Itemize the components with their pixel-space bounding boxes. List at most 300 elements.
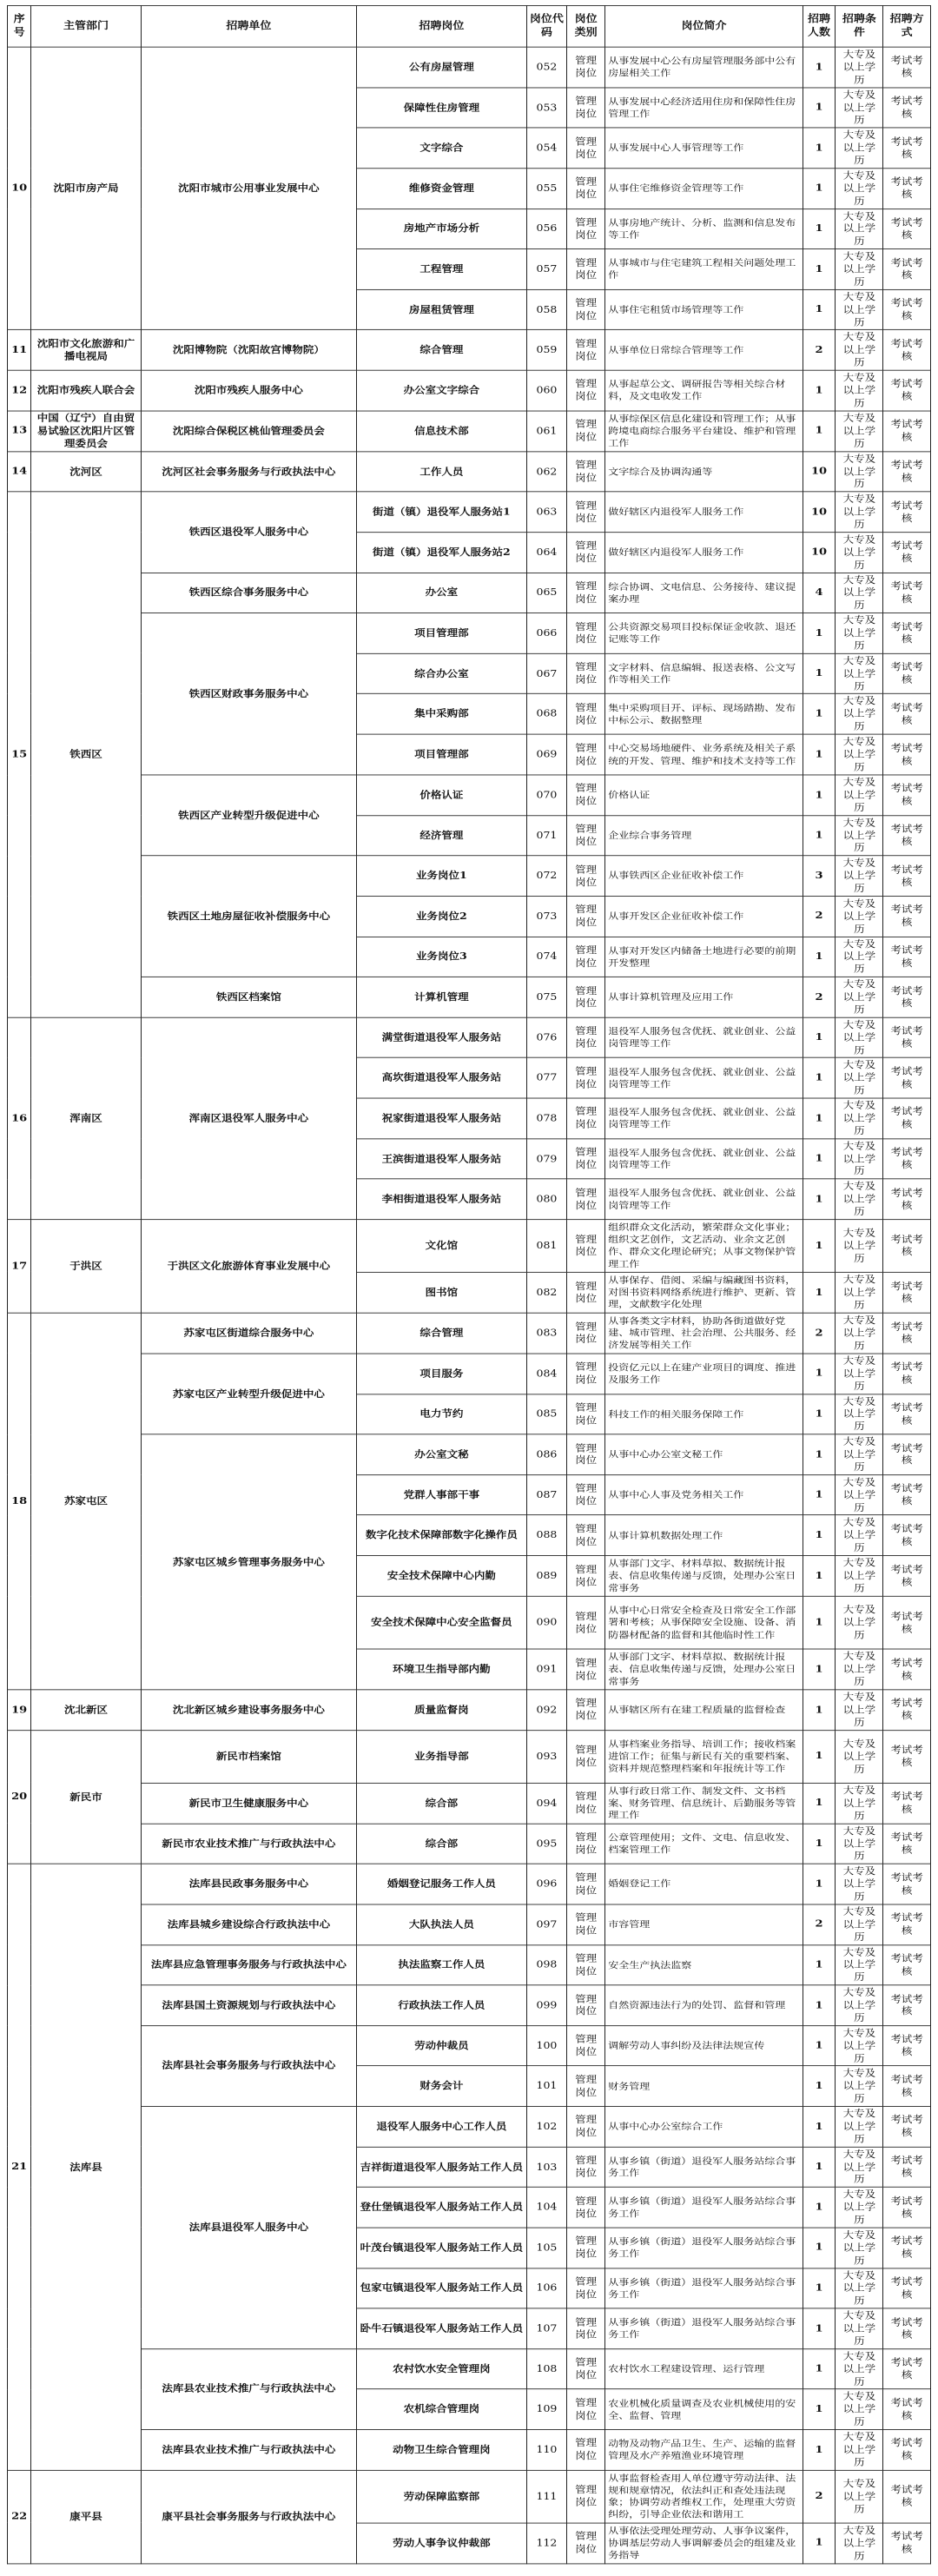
- dept-cell: 法库县: [31, 1864, 141, 2470]
- dept-cell: 沈阳市残疾人联合会: [31, 370, 141, 411]
- method-cell: 考试考核: [883, 533, 931, 573]
- code-cell: 091: [526, 1649, 566, 1690]
- table-row: [8, 2106, 931, 2147]
- code-cell: 065: [526, 573, 566, 613]
- type-cell: 管理岗位: [567, 1272, 605, 1313]
- conditions-cell: 大专及以上学历: [836, 1017, 883, 1058]
- conditions-cell: 大专及以上学历: [836, 1596, 883, 1649]
- type-cell: 管理岗位: [567, 1596, 605, 1649]
- method-cell: 考试考核: [883, 2308, 931, 2349]
- seq-cell: 21: [8, 1864, 31, 2470]
- code-cell: 062: [526, 452, 566, 493]
- conditions-cell: 大专及以上学历: [836, 573, 883, 613]
- method-cell: 考试考核: [883, 1354, 931, 1394]
- method-cell: 考试考核: [883, 249, 931, 290]
- header-method: 招聘方式: [883, 5, 931, 47]
- conditions-cell: 大专及以上学历: [836, 1220, 883, 1273]
- type-cell: 管理岗位: [567, 734, 605, 775]
- count-cell: 1: [803, 1394, 836, 1434]
- method-cell: 考试考核: [883, 1058, 931, 1099]
- conditions-cell: 大专及以上学历: [836, 1313, 883, 1354]
- type-cell: 管理岗位: [567, 169, 605, 209]
- conditions-cell: 大专及以上学历: [836, 1824, 883, 1864]
- type-cell: 管理岗位: [567, 1394, 605, 1434]
- conditions-cell: 大专及以上学历: [836, 977, 883, 1017]
- method-cell: 考试考核: [883, 613, 931, 654]
- description-cell: 做好辖区内退役军人服务工作: [605, 533, 803, 573]
- code-cell: 076: [526, 1017, 566, 1058]
- unit-cell: 沈阳博物院（沈阳故宫博物院）: [141, 330, 356, 371]
- unit-cell: 康平县社会事务服务与行政执法中心: [141, 2470, 356, 2564]
- conditions-cell: 大专及以上学历: [836, 1555, 883, 1596]
- type-cell: 管理岗位: [567, 977, 605, 1017]
- position-cell: 劳动保障监察部: [357, 2470, 527, 2523]
- header-conditions: 招聘条件: [836, 5, 883, 47]
- position-cell: 项目管理部: [357, 734, 527, 775]
- count-cell: 2: [803, 1313, 836, 1354]
- type-cell: 管理岗位: [567, 2389, 605, 2430]
- code-cell: 081: [526, 1220, 566, 1273]
- unit-cell: 铁西区土地房屋征收补偿服务中心: [141, 856, 356, 977]
- code-cell: 055: [526, 169, 566, 209]
- code-cell: 108: [526, 2349, 566, 2390]
- description-cell: 调解劳动人事纠纷及法律法规宣传: [605, 2025, 803, 2066]
- seq-cell: 12: [8, 370, 31, 411]
- code-cell: 079: [526, 1139, 566, 1180]
- unit-cell: 于洪区文化旅游体育事业发展中心: [141, 1220, 356, 1314]
- description-cell: 从事各类文字材料，协助各街道做好党建、城市管理、社会治理、公共服务、经济发展等相关工作: [605, 1313, 803, 1354]
- seq-cell: 17: [8, 1220, 31, 1314]
- position-cell: 计算机管理: [357, 977, 527, 1017]
- unit-cell: 铁西区综合事务服务中心: [141, 573, 356, 613]
- code-cell: 109: [526, 2389, 566, 2430]
- code-cell: 107: [526, 2308, 566, 2349]
- description-cell: 动物及动物产品卫生、生产、运输的监督管理及水产养殖渔业环境管理: [605, 2430, 803, 2471]
- table-row: [8, 2430, 931, 2471]
- method-cell: 考试考核: [883, 2025, 931, 2066]
- conditions-cell: 大专及以上学历: [836, 1515, 883, 1556]
- unit-cell: 铁西区产业转型升级促进中心: [141, 775, 356, 856]
- position-cell: 街道（镇）退役军人服务站1: [357, 492, 527, 533]
- code-cell: 075: [526, 977, 566, 1017]
- count-cell: 1: [803, 653, 836, 694]
- position-cell: 动物卫生综合管理岗: [357, 2430, 527, 2471]
- conditions-cell: 大专及以上学历: [836, 2187, 883, 2228]
- position-cell: 大队执法人员: [357, 1904, 527, 1945]
- position-cell: 街道（镇）退役军人服务站2: [357, 533, 527, 573]
- table-row: [8, 856, 931, 897]
- conditions-cell: 大专及以上学历: [836, 694, 883, 735]
- table-row: [8, 1783, 931, 1824]
- count-cell: 1: [803, 1272, 836, 1313]
- count-cell: 10: [803, 533, 836, 573]
- description-cell: 组织群众文化活动，繁荣群众文化事业；组织文艺创作，文艺活动、业余文艺创作、群众文化理论研究；从事文物保护管理工作: [605, 1220, 803, 1273]
- type-cell: 管理岗位: [567, 896, 605, 937]
- unit-cell: 苏家屯区街道综合服务中心: [141, 1313, 356, 1354]
- code-cell: 085: [526, 1394, 566, 1434]
- conditions-cell: 大专及以上学历: [836, 2066, 883, 2107]
- conditions-cell: 大专及以上学历: [836, 1783, 883, 1824]
- position-cell: 劳动仲裁员: [357, 2025, 527, 2066]
- description-cell: 从事中心人事及党务相关工作: [605, 1474, 803, 1515]
- code-cell: 088: [526, 1515, 566, 1556]
- type-cell: 管理岗位: [567, 1220, 605, 1273]
- header-description: 岗位简介: [605, 5, 803, 47]
- code-cell: 070: [526, 775, 566, 816]
- dept-cell: 沈阳市房产局: [31, 47, 141, 330]
- table-row: [8, 1434, 931, 1475]
- description-cell: 退役军人服务包含优抚、就业创业、公益岗管理等工作: [605, 1058, 803, 1099]
- method-cell: 考试考核: [883, 1474, 931, 1515]
- description-cell: 从事部门文字、材料草拟、数据统计报表、信息收集传递与反馈，处理办公室日常事务: [605, 1649, 803, 1690]
- method-cell: 考试考核: [883, 1272, 931, 1313]
- method-cell: 考试考核: [883, 1017, 931, 1058]
- position-cell: 公有房屋管理: [357, 47, 527, 88]
- position-cell: 李相街道退役军人服务站: [357, 1179, 527, 1220]
- count-cell: 1: [803, 2025, 836, 2066]
- method-cell: 考试考核: [883, 2147, 931, 2188]
- seq-cell: 22: [8, 2470, 31, 2564]
- description-cell: 从事计算机管理及应用工作: [605, 977, 803, 1017]
- position-cell: 图书馆: [357, 1272, 527, 1313]
- type-cell: 管理岗位: [567, 1474, 605, 1515]
- seq-cell: 14: [8, 452, 31, 493]
- count-cell: 1: [803, 1474, 836, 1515]
- description-cell: 财务管理: [605, 2066, 803, 2107]
- position-cell: 王滨街道退役军人服务站: [357, 1139, 527, 1180]
- count-cell: 1: [803, 1098, 836, 1139]
- conditions-cell: 大专及以上学历: [836, 1058, 883, 1099]
- position-cell: 电力节约: [357, 1394, 527, 1434]
- unit-cell: 铁西区财政事务服务中心: [141, 613, 356, 775]
- position-cell: 办公室文秘: [357, 1434, 527, 1475]
- description-cell: 从事对开发区内储备土地进行必要的前期开发整理: [605, 937, 803, 977]
- type-cell: 管理岗位: [567, 492, 605, 533]
- position-cell: 环境卫生指导部内勤: [357, 1649, 527, 1690]
- type-cell: 管理岗位: [567, 1649, 605, 1690]
- unit-cell: 法库县退役军人服务中心: [141, 2106, 356, 2348]
- description-cell: 从事乡镇（街道）退役军人服务站综合事务工作: [605, 2228, 803, 2268]
- conditions-cell: 大专及以上学历: [836, 613, 883, 654]
- table-row: [8, 452, 931, 493]
- code-cell: 096: [526, 1864, 566, 1904]
- code-cell: 068: [526, 694, 566, 735]
- description-cell: 从事监督检查用人单位遵守劳动法律、法规和规章情况，依法纠正和查处违法现象；协调劳动者维权工作，处理重大劳资纠纷，引导企业依法和谐用工: [605, 2470, 803, 2523]
- method-cell: 考试考核: [883, 2066, 931, 2107]
- description-cell: 退役军人服务包含优抚、就业创业、公益岗管理等工作: [605, 1098, 803, 1139]
- method-cell: 考试考核: [883, 169, 931, 209]
- count-cell: 1: [803, 775, 836, 816]
- position-cell: 项目服务: [357, 1354, 527, 1394]
- conditions-cell: 大专及以上学历: [836, 815, 883, 856]
- method-cell: 考试考核: [883, 815, 931, 856]
- type-cell: 管理岗位: [567, 1058, 605, 1099]
- description-cell: 从事辖区所有在建工程质量的监督检查: [605, 1690, 803, 1731]
- position-cell: 房屋租赁管理: [357, 289, 527, 330]
- description-cell: 从事单位日常综合管理等工作: [605, 330, 803, 371]
- method-cell: 考试考核: [883, 1098, 931, 1139]
- description-cell: 集中采购项目开、评标、现场踏勘、发布中标公示、数据整理: [605, 694, 803, 735]
- type-cell: 管理岗位: [567, 370, 605, 411]
- code-cell: 059: [526, 330, 566, 371]
- type-cell: 管理岗位: [567, 1690, 605, 1731]
- description-cell: 公章管理使用；文件、文电、信息收发、档案管理工作: [605, 1824, 803, 1864]
- method-cell: 考试考核: [883, 47, 931, 88]
- position-cell: 农机综合管理岗: [357, 2389, 527, 2430]
- conditions-cell: 大专及以上学历: [836, 1944, 883, 1985]
- conditions-cell: 大专及以上学历: [836, 411, 883, 452]
- count-cell: 1: [803, 289, 836, 330]
- type-cell: 管理岗位: [567, 1434, 605, 1475]
- conditions-cell: 大专及以上学历: [836, 1098, 883, 1139]
- method-cell: 考试考核: [883, 1313, 931, 1354]
- count-cell: 2: [803, 977, 836, 1017]
- type-cell: 管理岗位: [567, 1824, 605, 1864]
- description-cell: 文字综合及协调沟通等: [605, 452, 803, 493]
- description-cell: 从事住宅维修资金管理等工作: [605, 169, 803, 209]
- method-cell: 考试考核: [883, 694, 931, 735]
- header-type: 岗位类别: [567, 5, 605, 47]
- conditions-cell: 大专及以上学历: [836, 370, 883, 411]
- method-cell: 考试考核: [883, 2268, 931, 2309]
- type-cell: 管理岗位: [567, 1783, 605, 1824]
- header-row: [8, 5, 931, 47]
- position-cell: 包家屯镇退役军人服务站工作人员: [357, 2268, 527, 2309]
- method-cell: 考试考核: [883, 128, 931, 169]
- code-cell: 078: [526, 1098, 566, 1139]
- position-cell: 退役军人服务中心工作人员: [357, 2106, 527, 2147]
- code-cell: 082: [526, 1272, 566, 1313]
- unit-cell: 苏家屯区产业转型升级促进中心: [141, 1354, 356, 1434]
- conditions-cell: 大专及以上学历: [836, 2268, 883, 2309]
- count-cell: 1: [803, 1596, 836, 1649]
- description-cell: 文字材料、信息编辑、报送表格、公文写作等相关工作: [605, 653, 803, 694]
- type-cell: 管理岗位: [567, 573, 605, 613]
- method-cell: 考试考核: [883, 209, 931, 249]
- code-cell: 064: [526, 533, 566, 573]
- position-cell: 安全技术保障中心安全监督员: [357, 1596, 527, 1649]
- code-cell: 111: [526, 2470, 566, 2523]
- count-cell: 1: [803, 169, 836, 209]
- code-cell: 069: [526, 734, 566, 775]
- method-cell: 考试考核: [883, 1139, 931, 1180]
- type-cell: 管理岗位: [567, 653, 605, 694]
- method-cell: 考试考核: [883, 1555, 931, 1596]
- description-cell: 公共资源交易项目投标保证金收款、退还记账等工作: [605, 613, 803, 654]
- type-cell: 管理岗位: [567, 1098, 605, 1139]
- conditions-cell: 大专及以上学历: [836, 1434, 883, 1475]
- conditions-cell: 大专及以上学历: [836, 1904, 883, 1945]
- description-cell: 从事中心日常安全检查及日常安全工作部署和考核；从事保障安全设施、设备、消防器材配备的监督和其他临时性工作: [605, 1596, 803, 1649]
- count-cell: 1: [803, 1058, 836, 1099]
- method-cell: 考试考核: [883, 653, 931, 694]
- type-cell: 管理岗位: [567, 1864, 605, 1904]
- type-cell: 管理岗位: [567, 2430, 605, 2471]
- conditions-cell: 大专及以上学历: [836, 1985, 883, 2026]
- code-cell: 110: [526, 2430, 566, 2471]
- method-cell: 考试考核: [883, 1220, 931, 1273]
- count-cell: 1: [803, 2308, 836, 2349]
- method-cell: 考试考核: [883, 1434, 931, 1475]
- table-row: [8, 977, 931, 1017]
- type-cell: 管理岗位: [567, 2147, 605, 2188]
- position-cell: 文化馆: [357, 1220, 527, 1273]
- code-cell: 087: [526, 1474, 566, 1515]
- type-cell: 管理岗位: [567, 694, 605, 735]
- position-cell: 综合部: [357, 1824, 527, 1864]
- code-cell: 112: [526, 2523, 566, 2564]
- code-cell: 060: [526, 370, 566, 411]
- conditions-cell: 大专及以上学历: [836, 128, 883, 169]
- unit-cell: 法库县民政事务服务中心: [141, 1864, 356, 1904]
- conditions-cell: 大专及以上学历: [836, 653, 883, 694]
- dept-cell: 沈河区: [31, 452, 141, 493]
- unit-cell: 沈阳市城市公用事业发展中心: [141, 47, 356, 330]
- count-cell: 1: [803, 694, 836, 735]
- position-cell: 办公室: [357, 573, 527, 613]
- type-cell: 管理岗位: [567, 2066, 605, 2107]
- type-cell: 管理岗位: [567, 2187, 605, 2228]
- code-cell: 058: [526, 289, 566, 330]
- count-cell: 1: [803, 1690, 836, 1731]
- type-cell: 管理岗位: [567, 937, 605, 977]
- conditions-cell: 大专及以上学历: [836, 775, 883, 816]
- count-cell: 1: [803, 128, 836, 169]
- code-cell: 083: [526, 1313, 566, 1354]
- method-cell: 考试考核: [883, 896, 931, 937]
- count-cell: 1: [803, 1944, 836, 1985]
- header-position: 招聘岗位: [357, 5, 527, 47]
- table-row: [8, 1690, 931, 1731]
- conditions-cell: 大专及以上学历: [836, 209, 883, 249]
- type-cell: 管理岗位: [567, 533, 605, 573]
- type-cell: 管理岗位: [567, 1017, 605, 1058]
- code-cell: 080: [526, 1179, 566, 1220]
- unit-cell: 法库县农业技术推广与行政执法中心: [141, 2430, 356, 2471]
- position-cell: 文字综合: [357, 128, 527, 169]
- conditions-cell: 大专及以上学历: [836, 734, 883, 775]
- description-cell: 从事综保区信息化建设和管理工作；从事跨境电商综合服务平台建设、维护和管理工作: [605, 411, 803, 452]
- count-cell: 1: [803, 937, 836, 977]
- type-cell: 管理岗位: [567, 613, 605, 654]
- type-cell: 管理岗位: [567, 249, 605, 290]
- description-cell: 从事保存、借阅、采编与编藏图书资料，对图书资料网络系统进行维护、更新、管理，文献数字化处理: [605, 1272, 803, 1313]
- unit-cell: 铁西区退役军人服务中心: [141, 492, 356, 573]
- method-cell: 考试考核: [883, 1649, 931, 1690]
- conditions-cell: 大专及以上学历: [836, 289, 883, 330]
- type-cell: 管理岗位: [567, 1515, 605, 1556]
- code-cell: 100: [526, 2025, 566, 2066]
- dept-cell: 于洪区: [31, 1220, 141, 1314]
- count-cell: 1: [803, 2430, 836, 2471]
- position-cell: 经济管理: [357, 815, 527, 856]
- count-cell: 1: [803, 2523, 836, 2564]
- count-cell: 2: [803, 330, 836, 371]
- code-cell: 077: [526, 1058, 566, 1099]
- description-cell: 价格认证: [605, 775, 803, 816]
- count-cell: 4: [803, 573, 836, 613]
- description-cell: 从事依法受理处理劳动、人事争议案件，协调基层劳动人事调解委员会的组建及业务指导: [605, 2523, 803, 2564]
- type-cell: 管理岗位: [567, 856, 605, 897]
- header-code: 岗位代码: [526, 5, 566, 47]
- code-cell: 053: [526, 88, 566, 129]
- unit-cell: 新民市档案馆: [141, 1730, 356, 1783]
- unit-cell: 新民市卫生健康服务中心: [141, 1783, 356, 1824]
- type-cell: 管理岗位: [567, 1730, 605, 1783]
- method-cell: 考试考核: [883, 573, 931, 613]
- description-cell: 从事乡镇（街道）退役军人服务站综合事务工作: [605, 2147, 803, 2188]
- conditions-cell: 大专及以上学历: [836, 2430, 883, 2471]
- count-cell: 1: [803, 249, 836, 290]
- conditions-cell: 大专及以上学历: [836, 2389, 883, 2430]
- seq-cell: 10: [8, 47, 31, 330]
- method-cell: 考试考核: [883, 937, 931, 977]
- position-cell: 维修资金管理: [357, 169, 527, 209]
- code-cell: 056: [526, 209, 566, 249]
- unit-cell: 沈阳市残疾人服务中心: [141, 370, 356, 411]
- method-cell: 考试考核: [883, 1985, 931, 2026]
- description-cell: 从事中心办公室综合工作: [605, 2106, 803, 2147]
- description-cell: 退役军人服务包含优抚、就业创业、公益岗管理等工作: [605, 1179, 803, 1220]
- count-cell: 1: [803, 1783, 836, 1824]
- description-cell: 从事档案业务指导、培训工作；接收档案进馆工作；征集与新民有关的重要档案、资料并规范整理档案和年报统计等工作: [605, 1730, 803, 1783]
- count-cell: 1: [803, 2106, 836, 2147]
- conditions-cell: 大专及以上学历: [836, 1474, 883, 1515]
- type-cell: 管理岗位: [567, 775, 605, 816]
- position-cell: 业务指导部: [357, 1730, 527, 1783]
- table-row: [8, 2470, 931, 2523]
- code-cell: 061: [526, 411, 566, 452]
- type-cell: 管理岗位: [567, 1944, 605, 1985]
- type-cell: 管理岗位: [567, 2025, 605, 2066]
- conditions-cell: 大专及以上学历: [836, 249, 883, 290]
- position-cell: 价格认证: [357, 775, 527, 816]
- count-cell: 1: [803, 2066, 836, 2107]
- method-cell: 考试考核: [883, 2106, 931, 2147]
- type-cell: 管理岗位: [567, 452, 605, 493]
- dept-cell: 沈北新区: [31, 1690, 141, 1731]
- seq-cell: 11: [8, 330, 31, 371]
- unit-cell: 法库县社会事务服务与行政执法中心: [141, 2025, 356, 2106]
- method-cell: 考试考核: [883, 370, 931, 411]
- table-row: [8, 1985, 931, 2026]
- code-cell: 103: [526, 2147, 566, 2188]
- type-cell: 管理岗位: [567, 128, 605, 169]
- conditions-cell: 大专及以上学历: [836, 2349, 883, 2390]
- code-cell: 101: [526, 2066, 566, 2107]
- unit-cell: 苏家屯区城乡管理事务服务中心: [141, 1434, 356, 1690]
- position-cell: 集中采购部: [357, 694, 527, 735]
- code-cell: 067: [526, 653, 566, 694]
- count-cell: 3: [803, 856, 836, 897]
- position-cell: 登仕堡镇退役军人服务站工作人员: [357, 2187, 527, 2228]
- method-cell: 考试考核: [883, 775, 931, 816]
- conditions-cell: 大专及以上学历: [836, 2523, 883, 2564]
- position-cell: 行政执法工作人员: [357, 1985, 527, 2026]
- position-cell: 祝家街道退役军人服务站: [357, 1098, 527, 1139]
- code-cell: 102: [526, 2106, 566, 2147]
- header-seq: 序号: [8, 5, 31, 47]
- count-cell: 1: [803, 1179, 836, 1220]
- unit-cell: 法库县国土资源规划与行政执法中心: [141, 1985, 356, 2026]
- description-cell: 从事乡镇（街道）退役军人服务站综合事务工作: [605, 2268, 803, 2309]
- dept-cell: 康平县: [31, 2470, 141, 2564]
- conditions-cell: 大专及以上学历: [836, 1272, 883, 1313]
- code-cell: 073: [526, 896, 566, 937]
- method-cell: 考试考核: [883, 492, 931, 533]
- table-row: [8, 1313, 931, 1354]
- seq-cell: 19: [8, 1690, 31, 1731]
